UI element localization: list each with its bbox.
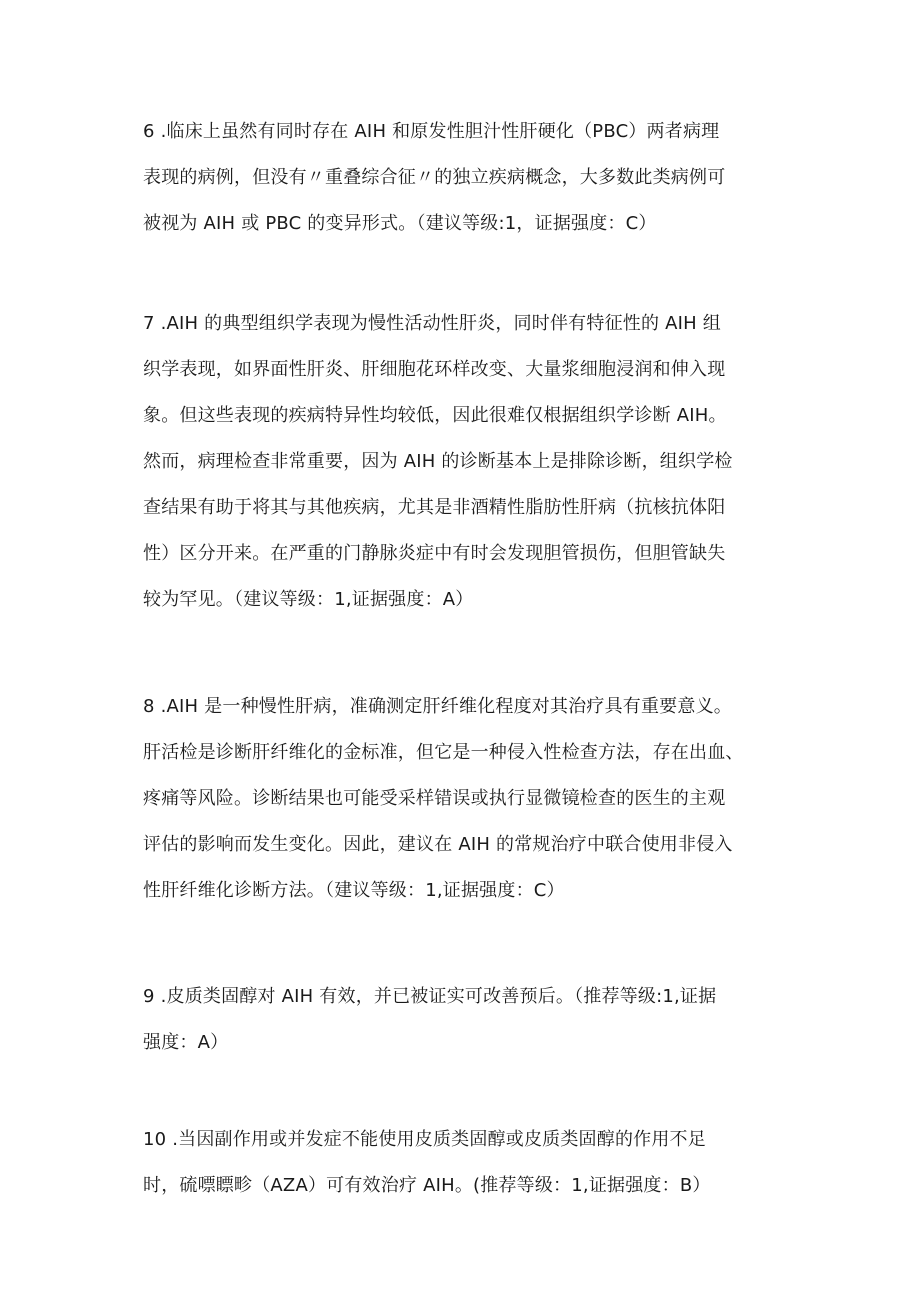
text-line: 较为罕见。（建议等级：1,证据强度：A） <box>143 589 474 610</box>
text-line: 被视为 AIH 或 PBC 的变异形式。（建议等级:1，证据强度：C） <box>143 213 657 234</box>
text-line: 疼痛等风险。诊断结果也可能受采样错误或执行显微镜检查的医生的主观 <box>143 788 726 809</box>
text-line: 性肝纤维化诊断方法。（建议等级：1,证据强度：C） <box>143 880 565 901</box>
recommendation-6 <box>143 118 803 256</box>
text-line: 8 .AIH 是一种慢性肝病，准确测定肝纤维化程度对其治疗具有重要意义。 <box>143 696 732 717</box>
recommendation-7 <box>143 310 803 632</box>
text-line: 强度：A） <box>143 1032 229 1053</box>
text-line: 7 .AIH 的典型组织学表现为慢性活动性肝炎，同时伴有特征性的 AIH 组 <box>143 313 721 334</box>
text-line: 10 .当因副作用或并发症不能使用皮质类固醇或皮质类固醇的作用不足 <box>143 1129 706 1150</box>
text-line: 织学表现，如界面性肝炎、肝细胞花环样改变、大量浆细胞浸润和伸入现 <box>143 359 726 380</box>
text-line: 查结果有助于将其与其他疾病，尤其是非酒精性脂肪性肝病（抗核抗体阳 <box>143 497 726 518</box>
text-line: 9 .皮质类固醇对 AIH 有效，并已被证实可改善预后。（推荐等级:1,证据 <box>143 986 717 1007</box>
text-line: 表现的病例，但没有〃重叠综合征〃的独立疾病概念，大多数此类病例可 <box>143 167 726 188</box>
text-line: 评估的影响而发生变化。因此，建议在 AIH 的常规治疗中联合使用非侵入 <box>143 834 733 855</box>
text-line: 时，硫嘌瞟畛（AZA）可有效治疗 AIH。(推荐等级：1,证据强度：B） <box>143 1175 711 1196</box>
text-line: 6 .临床上虽然有同时存在 AIH 和原发性胆汁性肝硬化（PBC）两者病理 <box>143 121 720 142</box>
text-line: 肝活检是诊断肝纤维化的金标准，但它是一种侵入性检查方法，存在出血、 <box>143 742 744 763</box>
recommendation-9 <box>143 983 803 1075</box>
text-line: 然而，病理检查非常重要，因为 AIH 的诊断基本上是排除诊断，组织学检 <box>143 451 733 472</box>
text-line: 象。但这些表现的疾病特异性均较低，因此很难仅根据组织学诊断 AIH。 <box>143 405 727 426</box>
recommendation-10 <box>143 1126 803 1218</box>
recommendation-8 <box>143 693 803 923</box>
text-line: 性）区分开来。在严重的门静脉炎症中有时会发现胆管损伤，但胆管缺失 <box>143 543 726 564</box>
